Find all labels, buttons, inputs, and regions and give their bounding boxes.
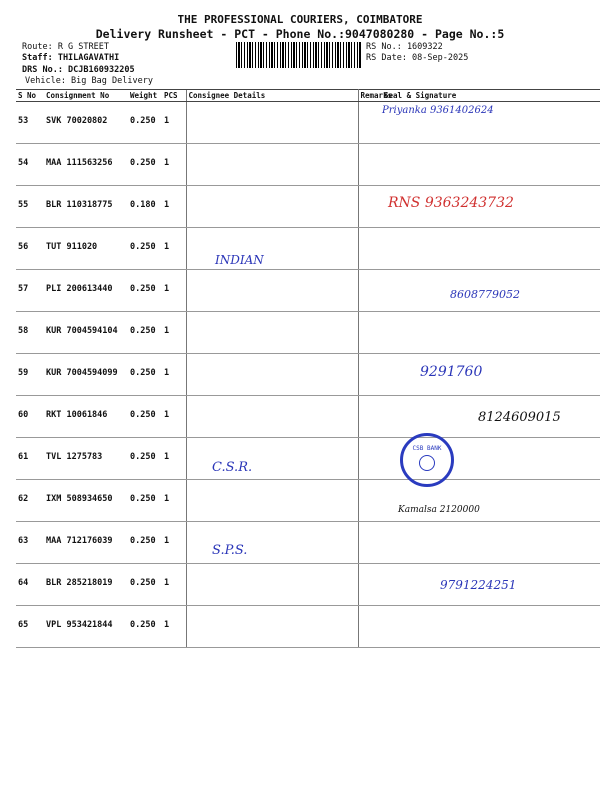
- cell-consignment: KUR 7004594099: [44, 354, 128, 396]
- cell-weight: 0.250: [128, 606, 162, 648]
- cell-remarks: [358, 102, 382, 144]
- cell-details: [186, 354, 358, 396]
- cell-weight: 0.250: [128, 312, 162, 354]
- cell-pcs: 1: [162, 228, 186, 270]
- cell-pcs: 1: [162, 480, 186, 522]
- col-sno: S No: [16, 90, 44, 102]
- cell-seal: [382, 480, 600, 522]
- cell-sno: 54: [16, 144, 44, 186]
- cell-consignment: SVK 70020802: [44, 102, 128, 144]
- cell-consignment: RKT 10061846: [44, 396, 128, 438]
- table-row: [16, 522, 600, 564]
- cell-seal: [382, 606, 600, 648]
- col-pcs: PCS: [162, 90, 186, 102]
- table-row: [16, 102, 600, 144]
- cell-details: [186, 396, 358, 438]
- table-row: [16, 144, 600, 186]
- signature-55: RNS 9363243732: [388, 195, 514, 211]
- cell-pcs: 1: [162, 522, 186, 564]
- cell-pcs: 1: [162, 606, 186, 648]
- cell-remarks: [358, 354, 382, 396]
- cell-details: [186, 102, 358, 144]
- signature-53: Priyanka 9361402624: [382, 105, 494, 116]
- route-label: Route: R G STREET: [22, 42, 109, 52]
- cell-remarks: [358, 186, 382, 228]
- consignee-63: S.P.S.: [212, 543, 248, 558]
- cell-details: [186, 228, 358, 270]
- col-remarks: Remarks: [358, 90, 382, 102]
- cell-consignment: VPL 953421844: [44, 606, 128, 648]
- cell-details: [186, 270, 358, 312]
- cell-remarks: [358, 312, 382, 354]
- cell-seal: [382, 354, 600, 396]
- cell-remarks: [358, 522, 382, 564]
- bank-stamp: CSB BANK: [400, 433, 454, 487]
- cell-seal: [382, 228, 600, 270]
- col-weight: Weight: [128, 90, 162, 102]
- rs-date: RS Date: 08-Sep-2025: [366, 53, 469, 63]
- cell-details: [186, 606, 358, 648]
- cell-weight: 0.250: [128, 354, 162, 396]
- table-header: [16, 90, 600, 102]
- table-row: [16, 606, 600, 648]
- signature-60: 8124609015: [478, 410, 561, 425]
- col-seal: Seal & Signature: [382, 90, 600, 102]
- cell-remarks: [358, 480, 382, 522]
- cell-remarks: [358, 438, 382, 480]
- cell-consignment: TVL 1275783: [44, 438, 128, 480]
- cell-details: [186, 144, 358, 186]
- cell-remarks: [358, 606, 382, 648]
- col-consignment: Consignment No: [44, 90, 128, 102]
- cell-details: [186, 564, 358, 606]
- cell-remarks: [358, 564, 382, 606]
- cell-sno: 65: [16, 606, 44, 648]
- cell-consignment: MAA 712176039: [44, 522, 128, 564]
- drs-number: DRS No.: DCJB160932205: [22, 65, 135, 75]
- runsheet-table: [16, 89, 600, 648]
- cell-consignment: MAA 111563256: [44, 144, 128, 186]
- cell-remarks: [358, 396, 382, 438]
- cell-weight: 0.180: [128, 186, 162, 228]
- staff-label: Staff: THILAGAVATHI: [22, 53, 120, 63]
- signature-59: 9291760: [420, 364, 483, 380]
- table-row: [16, 354, 600, 396]
- cell-sno: 63: [16, 522, 44, 564]
- cell-remarks: [358, 144, 382, 186]
- cell-consignment: TUT 911020: [44, 228, 128, 270]
- company-title: THE PROFESSIONAL COURIERS, COIMBATORE: [177, 13, 423, 26]
- cell-weight: 0.250: [128, 438, 162, 480]
- cell-pcs: 1: [162, 102, 186, 144]
- table-row: [16, 312, 600, 354]
- cell-sno: 62: [16, 480, 44, 522]
- cell-sno: 64: [16, 564, 44, 606]
- cell-pcs: 1: [162, 564, 186, 606]
- cell-weight: 0.250: [128, 522, 162, 564]
- cell-weight: 0.250: [128, 396, 162, 438]
- table-row: [16, 228, 600, 270]
- cell-weight: 0.250: [128, 270, 162, 312]
- cell-consignment: BLR 285218019: [44, 564, 128, 606]
- cell-consignment: BLR 110318775: [44, 186, 128, 228]
- cell-sno: 60: [16, 396, 44, 438]
- cell-pcs: 1: [162, 186, 186, 228]
- signature-62: Kamalsa 2120000: [398, 505, 480, 515]
- cell-remarks: [358, 270, 382, 312]
- cell-consignment: KUR 7004594104: [44, 312, 128, 354]
- consignee-56: INDIAN: [215, 253, 264, 267]
- cell-sno: 53: [16, 102, 44, 144]
- cell-sno: 55: [16, 186, 44, 228]
- table-row: [16, 480, 600, 522]
- col-details: Consignee Details: [186, 90, 358, 102]
- cell-pcs: 1: [162, 312, 186, 354]
- cell-seal: [382, 522, 600, 564]
- cell-sno: 59: [16, 354, 44, 396]
- stamp-logo-icon: [419, 455, 435, 471]
- cell-weight: 0.250: [128, 228, 162, 270]
- cell-sno: 61: [16, 438, 44, 480]
- cell-consignment: PLI 200613440: [44, 270, 128, 312]
- table-row: [16, 438, 600, 480]
- cell-weight: 0.250: [128, 102, 162, 144]
- cell-sno: 57: [16, 270, 44, 312]
- cell-pcs: 1: [162, 438, 186, 480]
- cell-details: [186, 186, 358, 228]
- cell-sno: 56: [16, 228, 44, 270]
- cell-details: [186, 312, 358, 354]
- cell-details: [186, 480, 358, 522]
- vehicle-label: Vehicle: Big Bag Delivery: [25, 76, 153, 86]
- cell-seal: [382, 144, 600, 186]
- cell-consignment: IXM 508934650: [44, 480, 128, 522]
- signature-64: 9791224251: [440, 578, 517, 592]
- consignee-61: C.S.R.: [212, 460, 253, 475]
- cell-pcs: 1: [162, 354, 186, 396]
- cell-remarks: [358, 228, 382, 270]
- cell-pcs: 1: [162, 270, 186, 312]
- cell-weight: 0.250: [128, 480, 162, 522]
- cell-seal: [382, 312, 600, 354]
- barcode: [236, 42, 362, 68]
- signature-57: 8608779052: [450, 288, 520, 301]
- cell-weight: 0.250: [128, 564, 162, 606]
- rs-number: RS No.: 1609322: [366, 42, 443, 52]
- cell-sno: 58: [16, 312, 44, 354]
- cell-pcs: 1: [162, 396, 186, 438]
- runsheet-subtitle: Delivery Runsheet - PCT - Phone No.:9047080280 - Page No.:5: [95, 27, 505, 41]
- cell-weight: 0.250: [128, 144, 162, 186]
- cell-pcs: 1: [162, 144, 186, 186]
